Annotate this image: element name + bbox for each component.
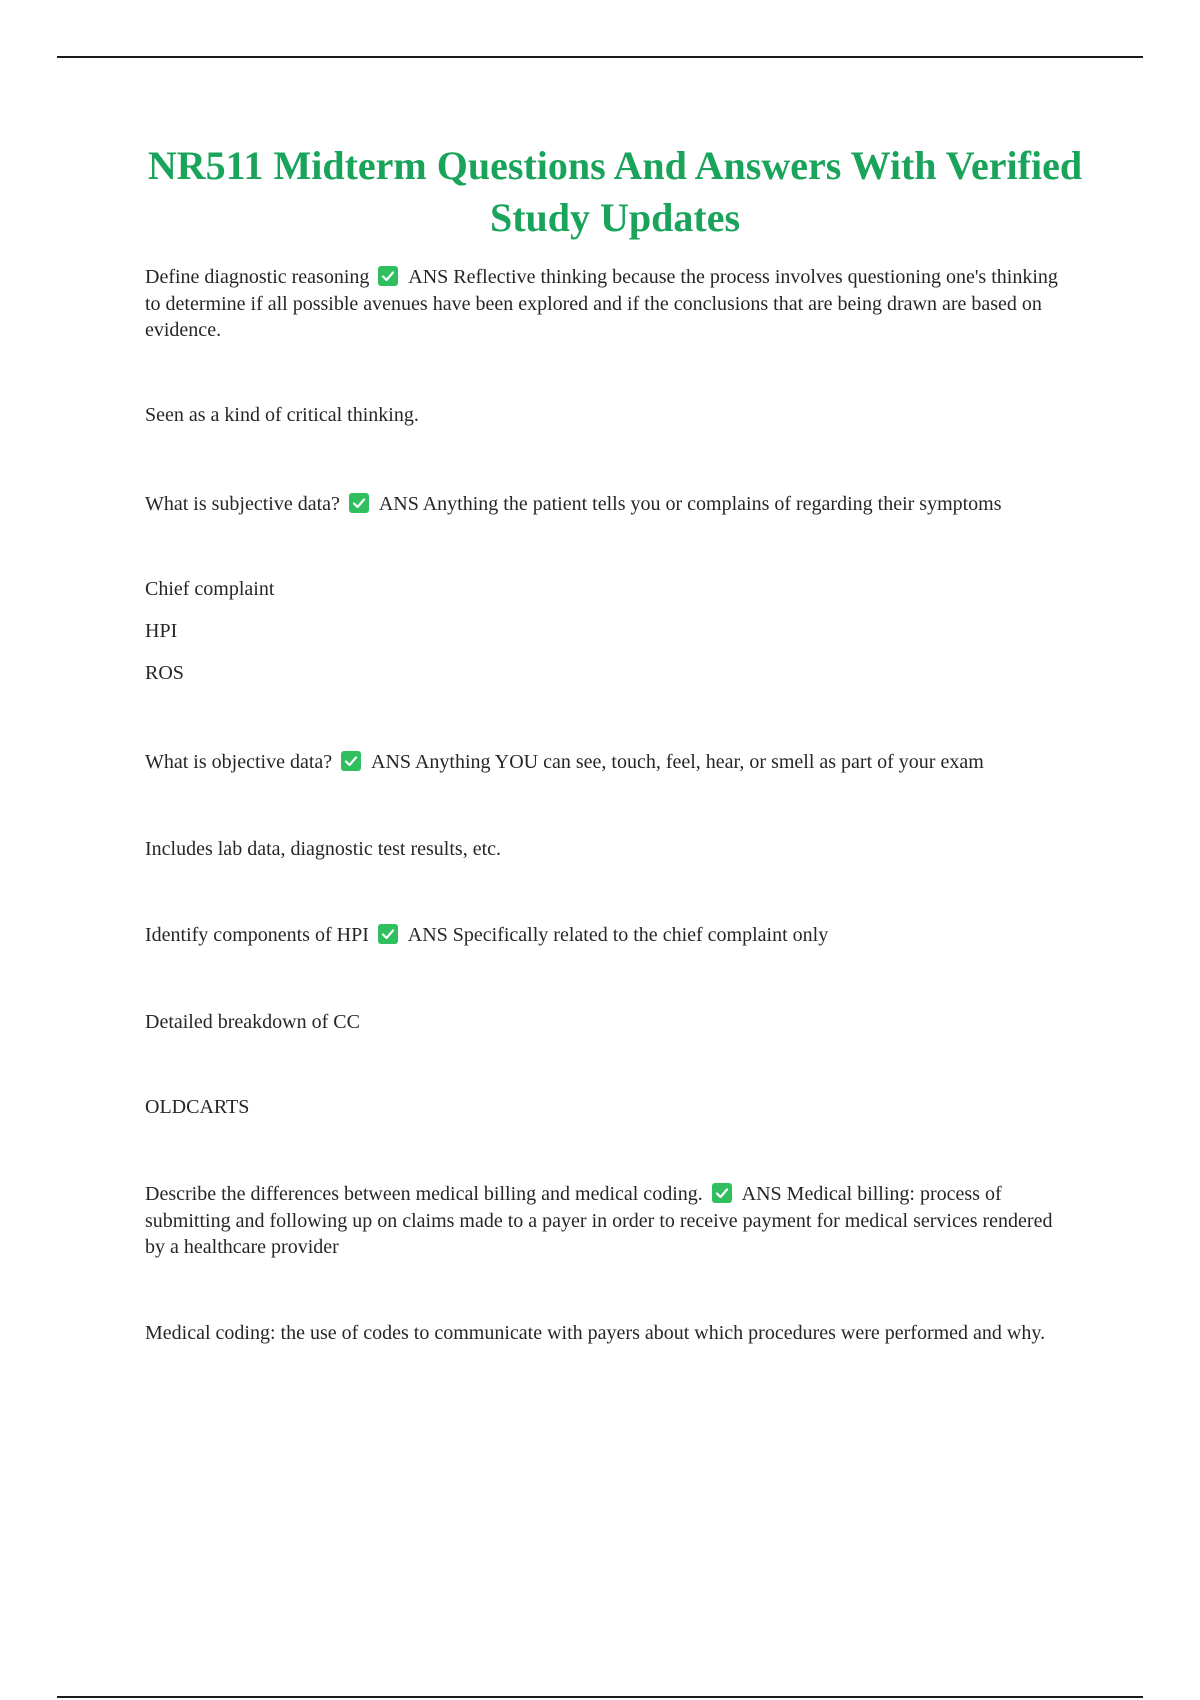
question-text: Describe the differences between medical billing and medical coding.: [145, 1183, 703, 1205]
answer-text: ANS Reflective thinking because the process involves questioning one's thinking to determine if all possible avenues have been explored and if the conclusions that are being drawn are based on evidence.: [145, 266, 1058, 341]
list-item-chief-complaint: Chief complaint: [145, 578, 275, 600]
check-box-icon: [341, 751, 361, 771]
list-item-hpi: HPI: [145, 620, 178, 642]
note-critical-thinking: Seen as a kind of critical thinking.: [145, 404, 419, 426]
qa-item-subjective-data: [145, 491, 1065, 518]
note-detailed-breakdown: Detailed breakdown of CC: [145, 1011, 360, 1033]
answer-text: ANS Medical billing: process of submitting and following up on claims made to a payer in order to receive payment for medical services rendered by a healthcare provider: [145, 1183, 1053, 1258]
qa-item-diagnostic-reasoning: [145, 264, 1065, 344]
question-text: What is subjective data?: [145, 493, 340, 515]
answer-text: ANS Anything YOU can see, touch, feel, hear, or smell as part of your exam: [371, 751, 984, 773]
document-title: NR511 Midterm Questions And Answers With Verified Study Updates: [147, 143, 1083, 240]
note-oldcarts: OLDCARTS: [145, 1096, 250, 1118]
check-box-icon: [378, 924, 398, 944]
question-text: What is objective data?: [145, 751, 333, 773]
bottom-rule: [57, 1696, 1143, 1698]
qa-item-billing-vs-coding: [145, 1181, 1065, 1261]
note-lab-data: Includes lab data, diagnostic test results, etc.: [145, 838, 502, 860]
top-rule: [57, 56, 1143, 58]
qa-item-hpi-components: [145, 922, 1065, 949]
answer-text: ANS Anything the patient tells you or complains of regarding their symptoms: [378, 493, 1002, 515]
question-text: Define diagnostic reasoning: [145, 266, 370, 288]
answer-text: ANS Specifically related to the chief complaint only: [407, 924, 829, 946]
list-item-ros: ROS: [145, 662, 184, 684]
question-text: Identify components of HPI: [145, 924, 369, 946]
qa-item-objective-data: [145, 749, 1065, 776]
note-medical-coding: Medical coding: the use of codes to communicate with payers about which procedures were performed and why.: [145, 1322, 1046, 1344]
check-box-icon: [712, 1183, 732, 1203]
check-box-icon: [349, 493, 369, 513]
check-box-icon: [378, 266, 398, 286]
